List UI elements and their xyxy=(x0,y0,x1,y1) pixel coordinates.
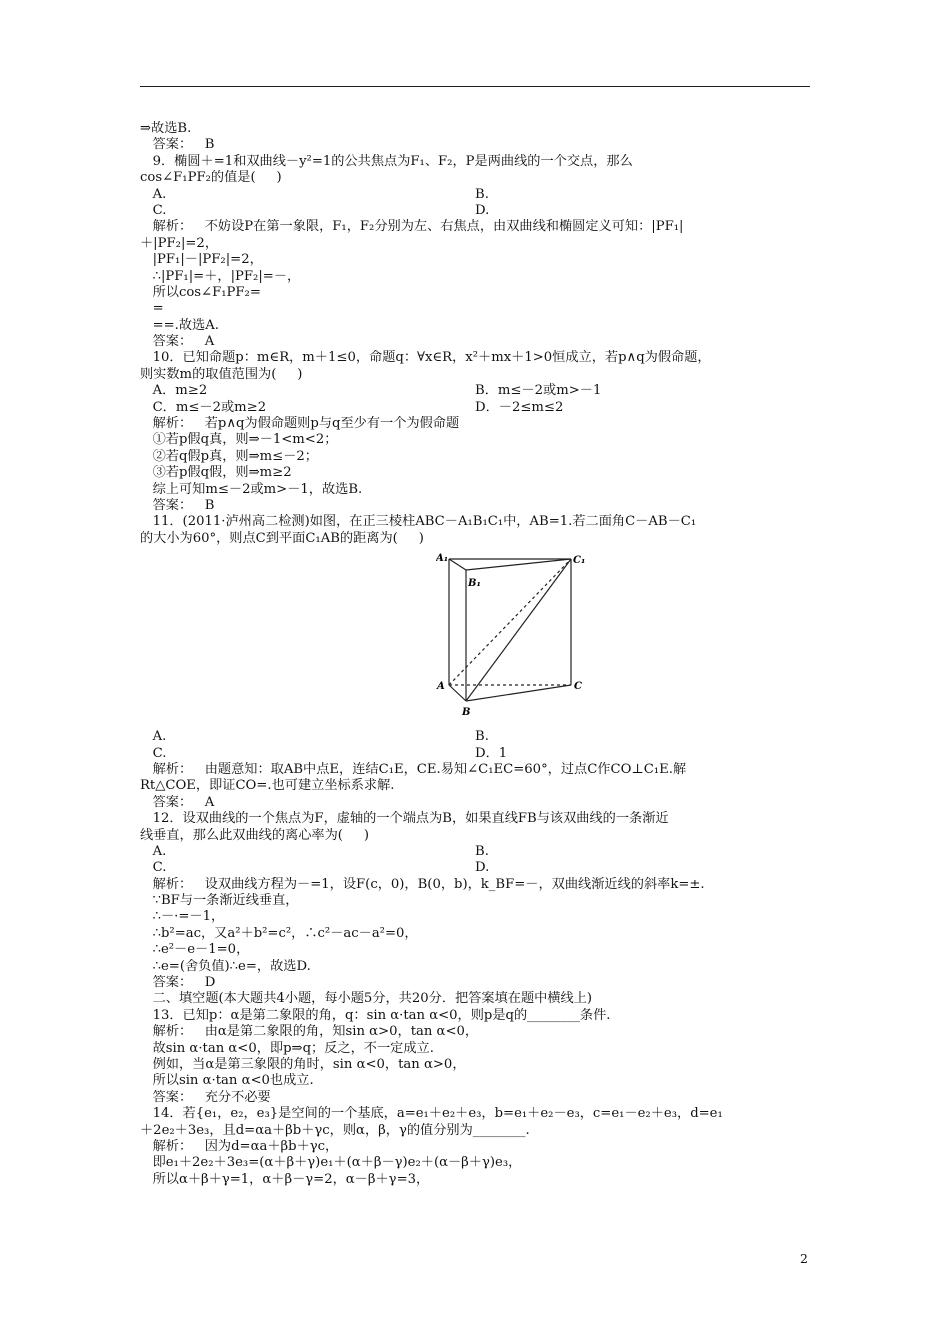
option-c: C. xyxy=(140,745,167,761)
text-line: 故sin α·tan α<0，即p⇒q；反之，不一定成立. xyxy=(140,1040,434,1056)
section-heading: 二、填空题(本大题共4小题，每小题5分，共20分．把答案填在题中横线上) xyxy=(140,991,593,1007)
text-line: ∴|PF₁|=＋，|PF₂|=－， xyxy=(140,268,301,284)
label-a1: A₁ xyxy=(436,553,449,565)
text-block-e xyxy=(140,877,810,1188)
text-line: ＋|PF₂|=2， xyxy=(140,235,219,251)
q10-options xyxy=(140,383,810,416)
document-body xyxy=(140,121,810,1188)
text-line: 13．已知p：α是第二象限的角，q：sin α·tan α<0，则p是q的________条件. xyxy=(140,1007,611,1023)
option-d: D．－2≤m≤2 xyxy=(475,399,564,415)
text-line: ∵BF与一条渐近线垂直， xyxy=(140,893,299,909)
text-line: 例如，当α是第三象限的角时，sin α<0，tan α>0， xyxy=(140,1056,466,1072)
text-line: 即e₁＋2e₂＋3e₃=(α＋β＋γ)e₁＋(α＋β－γ)e₂＋(α－β＋γ)e₃， xyxy=(140,1155,522,1171)
option-d: D. xyxy=(475,202,490,218)
text-line: 解析： 不妨设P在第一象限，F₁，F₂分别为左、右焦点，由双曲线和椭圆定义可知：|PF₁| xyxy=(140,219,684,235)
text-line: 所以sin α·tan α<0也成立. xyxy=(140,1073,314,1089)
text-line: 解析： 设双曲线方程为－=1，设F(c，0)，B(0，b)，k_BF=－，双曲线渐近线的斜率k=±. xyxy=(140,876,705,892)
option-b: B. xyxy=(475,729,489,745)
text-line: ＋2e₂＋3e₃，且d=αa＋βb＋γc，则α，β，γ的值分别为________. xyxy=(140,1122,530,1138)
option-c: C. xyxy=(140,860,167,876)
text-line: 则实数m的取值范围为( ) xyxy=(140,366,303,382)
text-line: Rt△COE，即证CO=.也可建立坐标系求解. xyxy=(140,778,395,794)
text-line: 答案： B xyxy=(140,497,215,513)
page-number: 2 xyxy=(800,1251,808,1266)
option-a: A. xyxy=(140,729,167,745)
text-line: 答案： 充分不必要 xyxy=(140,1089,271,1105)
text-block-a xyxy=(140,121,810,187)
label-b1: B₁ xyxy=(468,578,481,590)
text-line: 所以cos∠F₁PF₂= xyxy=(140,284,261,300)
label-b: B xyxy=(462,707,471,719)
text-line: 所以α＋β＋γ=1，α＋β－γ=2，α－β＋γ=3， xyxy=(140,1171,430,1187)
text-line: 综上可知m≤－2或m>－1，故选B. xyxy=(140,481,363,497)
option-b: B. xyxy=(475,843,489,859)
text-block-c xyxy=(140,416,810,547)
text-line: 答案： A xyxy=(140,794,215,810)
label-c: C xyxy=(574,681,582,693)
text-line: 10．已知命题p：m∈R，m＋1≤0，命题q：∀x∈R，x²＋mx＋1>0恒成立，若p∧q为假命题， xyxy=(140,350,711,366)
text-line: ∴e=(舍负值)∴e=，故选D. xyxy=(140,958,311,974)
text-line: ∴－·=－1， xyxy=(140,909,225,925)
edge-b1-c1 xyxy=(466,559,571,570)
text-line: ①若p假q真，则⇒－1<m<2； xyxy=(140,432,338,448)
text-line: ③若p假q假，则⇒m≥2 xyxy=(140,465,292,481)
text-line: ②若q假p真，则⇒m≤－2； xyxy=(140,448,318,464)
text-line: 解析： 若p∧q为假命题则p与q至少有一个为假命题 xyxy=(140,416,460,432)
edge-b-c xyxy=(466,685,571,701)
label-a: A xyxy=(437,681,445,693)
text-line: 的大小为60°，则点C到平面C₁AB的距离为( ) xyxy=(140,530,424,546)
text-line: ==.故选A. xyxy=(140,317,219,333)
text-line: ⇒故选B. xyxy=(140,121,192,136)
text-line: ∴b²=ac，又a²＋b²=c²，∴c²－ac－a²=0， xyxy=(140,925,418,941)
text-line: 12．设双曲线的一个焦点为F，虚轴的一个端点为B，如果直线FB与该双曲线的一条渐近 xyxy=(140,811,669,827)
text-line: 答案： D xyxy=(140,975,216,991)
text-line: |PF₁|－|PF₂|=2， xyxy=(140,252,263,268)
text-line: 11．(2011·泸州高二检测)如图，在正三棱柱ABC－A₁B₁C₁中，AB=1.若二面角C－AB－C₁ xyxy=(140,514,697,530)
text-line: 解析： 由α是第二象限的角，知sin α>0，tan α<0， xyxy=(140,1024,479,1040)
text-line: = xyxy=(140,301,164,317)
edge-b-c1 xyxy=(466,559,571,701)
option-d: D. xyxy=(475,860,490,876)
text-line: 9．椭圆＋=1和双曲线－y²=1的公共焦点为F₁、F₂，P是两曲线的一个交点，那么 xyxy=(140,153,633,169)
q12-options xyxy=(140,844,810,877)
text-line: 14．若{e₁，e₂，e₃}是空间的一个基底，a=e₁＋e₂＋e₃，b=e₁＋e₂－e₃，c=e₁－e₂＋e₃，d=e₁ xyxy=(140,1106,723,1122)
text-line: 答案： B xyxy=(140,137,215,153)
option-b: B. xyxy=(475,186,489,202)
edge-a1-b1 xyxy=(449,559,466,570)
option-c: C．m≤－2或m≥2 xyxy=(140,399,267,415)
option-a: A. xyxy=(140,843,167,859)
text-line: ∴e²－e－1=0， xyxy=(140,942,250,958)
q9-options xyxy=(140,187,810,220)
option-b: B．m≤－2或m>－1 xyxy=(475,383,602,399)
option-d: D．1 xyxy=(475,745,508,761)
text-line: 解析： 由题意知：取AB中点E，连结C₁E，CE.易知∠C₁EC=60°，过点C作CO⊥C₁E.解 xyxy=(140,761,687,777)
option-a: A．m≥2 xyxy=(140,383,208,399)
text-line: cos∠F₁PF₂的值是( ) xyxy=(140,170,282,186)
text-line: 线垂直，那么此双曲线的离心率为( ) xyxy=(140,827,370,843)
q11-options xyxy=(140,729,810,762)
prism-figure xyxy=(436,551,586,727)
text-line: 答案： A xyxy=(140,334,215,350)
label-c1: C₁ xyxy=(573,555,586,567)
edge-a-b xyxy=(449,685,466,701)
option-a: A. xyxy=(140,186,167,202)
text-line: 解析： 因为d=αa＋βb＋γc， xyxy=(140,1138,339,1154)
text-block-d xyxy=(140,762,810,844)
option-c: C. xyxy=(140,202,167,218)
header-rule xyxy=(140,86,810,87)
text-block-b xyxy=(140,219,810,383)
